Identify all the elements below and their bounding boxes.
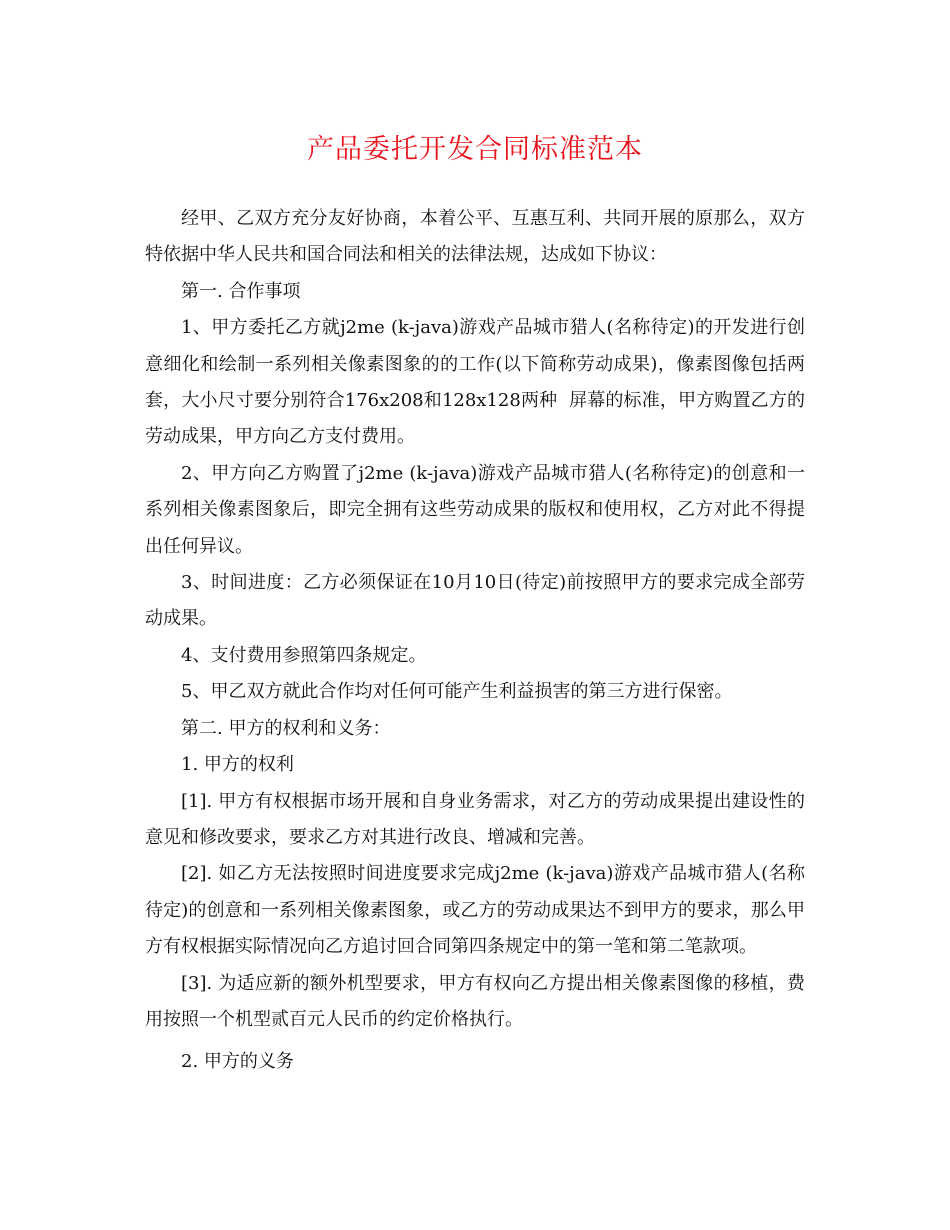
section-heading-party-a: 第二. 甲方的权利和义务： <box>181 717 391 739</box>
clause-1-2: 2、甲方向乙方购置了j2me (k-java)游戏产品城市猎人(名称待定)的创意和一系列相关像素图象后，即完全拥有这些劳动成果的版权和使用权，乙方对此不得提出任何异议。 <box>145 462 805 557</box>
document-title: 产品委托开发合同标准范本 <box>307 134 643 165</box>
document-body <box>145 201 805 1081</box>
section-heading-cooperation: 第一. 合作事项 <box>181 280 301 302</box>
clause-1-4: 4、支付费用参照第四条规定。 <box>181 644 427 666</box>
intro-paragraph: 经甲、乙双方充分友好协商，本着公平、互惠互利、共同开展的原那么，双方特依据中华人民共和国合同法和相关的法律法规，达成如下协议： <box>145 208 805 266</box>
clause-1-1: 1、甲方委托乙方就j2me (k-java)游戏产品城市猎人(名称待定)的开发进行创意细化和绘制一系列相关像素图象的的工作(以下简称劳动成果)，像素图像包括两套，大小尺寸要分别符合176x208和128x128两种 屏幕的标准，甲方购置乙方的劳动成果，甲方向乙方支付费用。 <box>145 317 805 448</box>
right-item-1: [1]. 甲方有权根据市场开展和自身业务需求，对乙方的劳动成果提出建设性的意见和修改要求，要求乙方对其进行改良、增减和完善。 <box>145 790 805 848</box>
right-item-3: [3]. 为适应新的额外机型要求，甲方有权向乙方提出相关像素图像的移植，费用按照一个机型贰百元人民币的约定价格执行。 <box>145 972 805 1030</box>
clause-1-5: 5、甲乙双方就此合作均对任何可能产生利益损害的第三方进行保密。 <box>181 681 733 703</box>
right-item-2: [2]. 如乙方无法按照时间进度要求完成j2me (k-java)游戏产品城市猎人(名称待定)的创意和一系列相关像素图象，或乙方的劳动成果达不到甲方的要求，那么甲方有权根据实际情况向乙方追讨回合同第四条规定中的第一笔和第二笔款项。 <box>145 863 805 958</box>
clause-1-3: 3、时间进度：乙方必须保证在10月10日(待定)前按照甲方的要求完成全部劳动成果。 <box>145 572 805 630</box>
subheading-party-a-rights: 1. 甲方的权利 <box>181 754 294 776</box>
subheading-party-a-obligations: 2. 甲方的义务 <box>181 1051 294 1073</box>
